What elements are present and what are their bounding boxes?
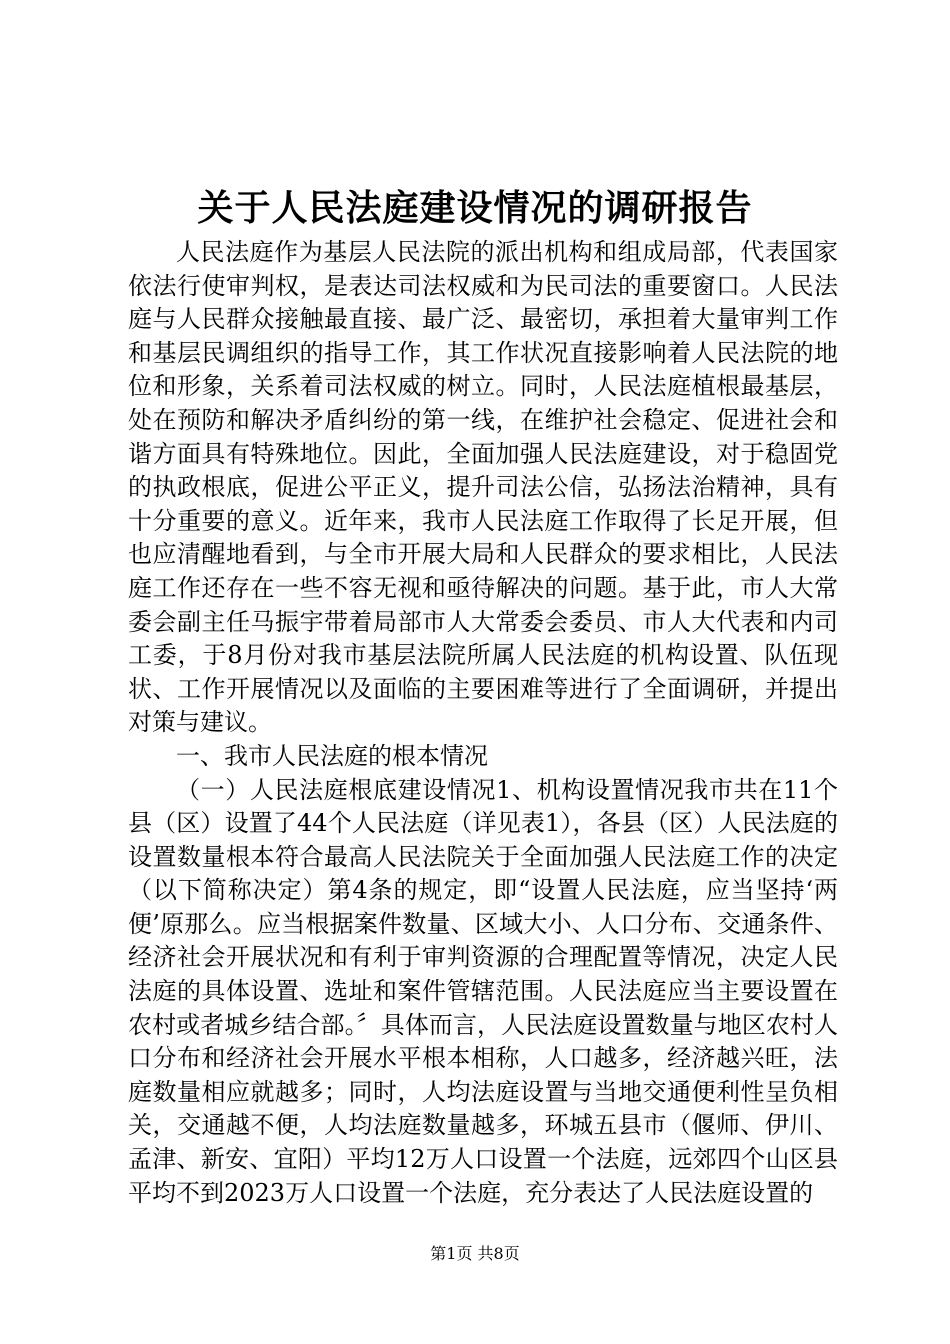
section-heading: 一、我市人民法庭的根本情况 (176, 741, 488, 770)
document-title: 关于人民法庭建设情况的调研报告 (197, 187, 753, 229)
page-number: 第1页 共8页 (430, 1244, 520, 1263)
document-body (128, 236, 838, 1210)
paragraph-section-1: （一）人民法庭根底建设情况1、机构设置情况我市共在11个县（区）设置了44个人民法庭（详见表1），各县（区）人民法庭的设置数量根本符合最高人民法院关于全面加强人民法庭工作的决定（以下简称决定）第4条的规定，即“设置人民法庭，应当坚持‘两便’原那么。应当根据案件数量、区域大小、人口分布、交通条件、经济社会开展状况和有利于审判资源的合理配置等情况，决定人民法庭的具体设置、选址和案件管辖范围。人民法庭应当主要设置在农村或者城乡结合部。〞具体而言，人民法庭设置数量与地区农村人口分布和经济社会开展水平根本相称，人口越多，经济越兴旺，法庭数量相应就越多；同时，人均法庭设置与当地交通便利性呈负相关，交通越不便，人均法庭数量越多，环城五县市（偃师、伊川、孟津、新安、宜阳）平均12万人口设置一个法庭，远郊四个山区县平均不到2023万人口设置一个法庭，充分表达了人民法庭设置的 (128, 775, 838, 1207)
paragraph-intro: 人民法庭作为基层人民法院的派出机构和组成局部，代表国家依法行使审判权，是表达司法权威和为民司法的重要窗口。人民法庭与人民群众接触最直接、最广泛、最密切，承担着大量审判工作和基层民调组织的指导工作，其工作状况直接影响着人民法院的地位和形象，关系着司法权威的树立。同时，人民法庭植根最基层，处在预防和解决矛盾纠纷的第一线，在维护社会稳定、促进社会和谐方面具有特殊地位。因此，全面加强人民法庭建设，对于稳固党的执政根底，促进公平正义，提升司法公信，弘扬法治精神，具有十分重要的意义。近年来，我市人民法庭工作取得了长足开展，但也应清醒地看到，与全市开展大局和人民群众的要求相比，人民法庭工作还存在一些不容无视和亟待解决的问题。基于此，市人大常委会副主任马振宇带着局部市人大常委会委员、市人大代表和内司工委，于8月份对我市基层法院所属人民法庭的机构设置、队伍现状、工作开展情况以及面临的主要困难等进行了全面调研，并提出对策与建议。 (128, 238, 838, 737)
